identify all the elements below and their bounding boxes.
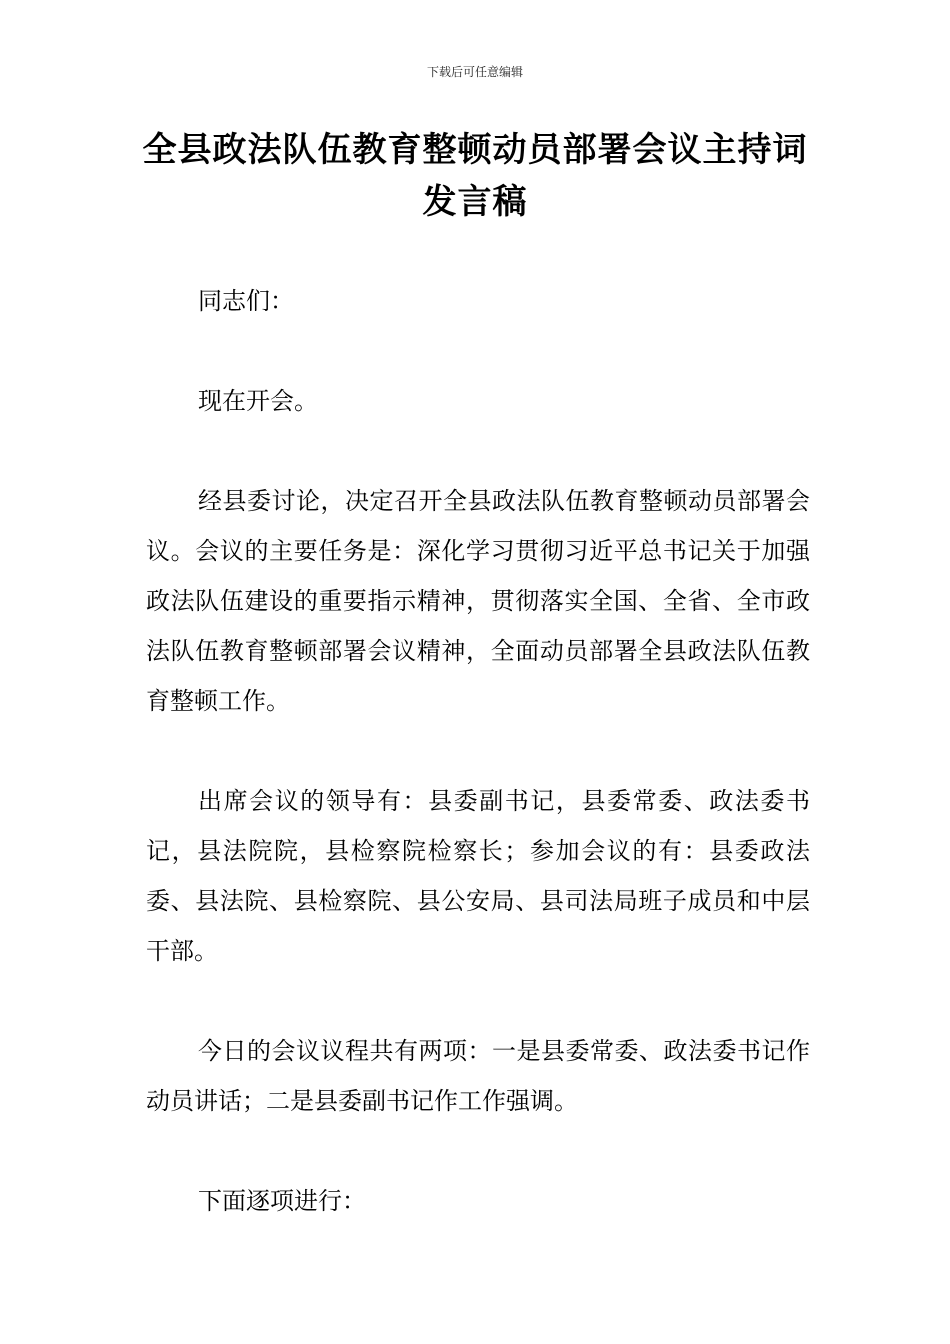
paragraph-proceed: 下面逐项进行： — [198, 1187, 366, 1215]
paragraph-attendees: 出席会议的领导有：县委副书记，县委常委、政法委书记，县法院院，县检察院检察长；参加会议的有：县委政法委、县法院、县检察院、县公安局、县司法局班子成员和中层干部。 — [146, 787, 810, 965]
paragraph-agenda: 今日的会议议程共有两项：一是县委常委、政法委书记作动员讲话；二是县委副书记作工作强调。 — [146, 1037, 810, 1115]
header-note: 下载后可任意编辑 — [426, 65, 523, 79]
paragraph-salutation: 同志们： — [198, 287, 294, 315]
document-title: 全县政法队伍教育整顿动员部署会议主持词发言稿 — [142, 130, 808, 222]
paragraph-opening: 现在开会。 — [198, 387, 318, 415]
paragraph-purpose: 经县委讨论，决定召开全县政法队伍教育整顿动员部署会议。会议的主要任务是：深化学习贯彻习近平总书记关于加强政法队伍建设的重要指示精神，贯彻落实全国、全省、全市政法队伍教育整顿部署会议精神，全面动员部署全县政法队伍教育整顿工作。 — [146, 487, 810, 715]
